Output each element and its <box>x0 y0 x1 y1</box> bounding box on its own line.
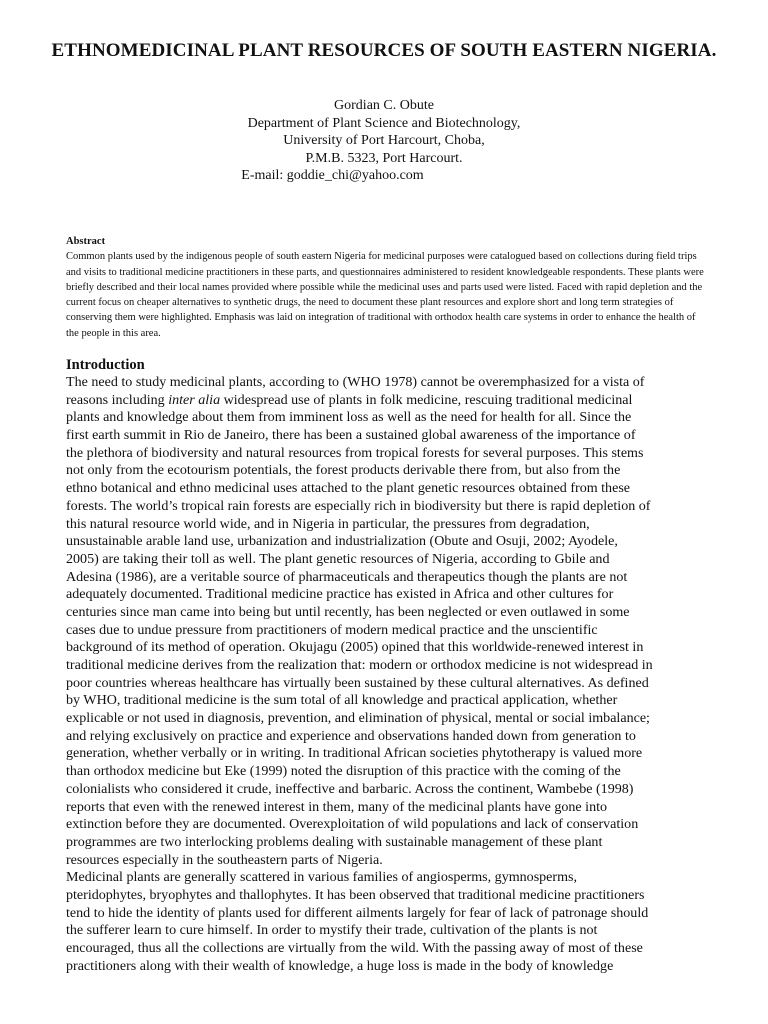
body-line: adequately documented. Traditional medicine practice has existed in Africa and other cultures for <box>66 586 614 603</box>
body-line: 2005) are taking their toll as well. The plant genetic resources of Nigeria, according to Gbile and <box>66 550 610 567</box>
body-line: centuries since man came into being but until recently, has been neglected or even outlawed in some <box>66 603 630 620</box>
body-line: than orthodox medicine but Eke (1999) noted the disruption of this practice with the coming of the <box>66 763 621 780</box>
body-line: and relying exclusively on practice and experience and observations handed down from generation to <box>66 727 636 744</box>
paper-title: ETHNOMEDICINAL PLANT RESOURCES OF SOUTH EASTERN NIGERIA. <box>51 40 717 61</box>
author-university: University of Port Harcourt, Choba, <box>283 133 485 148</box>
abstract-text: Common plants used by the indigenous people of south eastern Nigeria for medicinal purposes were catalogued based on collections during field trips and visits to traditional medicine practitioners in these parts, and questionnaires administered to resident knowledgeable respondents. These plants were briefly described and their local names provided where possible while the medicinal uses and parts used were listed. Faced with rapid depletion and the current focus on cheaper alternatives to synthetic drugs, the need to document these plant resources and explore short and long term strategies of conserving them were highlighted. Emphasis was laid on integration of traditional with orthodox health care systems in order to enhance the health of the people in this area. <box>66 251 704 339</box>
body-line: The need to study medicinal plants, according to (WHO 1978) cannot be overemphasized for a vista of <box>66 374 645 390</box>
body-line: generation, whether verbally or in writing. In traditional African societies phytotherapy is valued more <box>66 745 643 762</box>
body-line: Adesina (1986), are a veritable source of pharmaceuticals and therapeutics though the plants are not <box>66 568 628 585</box>
body-line: ethno botanical and ethno medicinal uses attached to the plant genetic resources obtained from these <box>66 480 631 497</box>
introduction-heading: Introduction <box>66 357 145 373</box>
body-line: explicable or not used in diagnosis, prevention, and elimination of physical, mental or social imbalance; <box>66 710 650 727</box>
body-line: this natural resource world wide, and in Nigeria in particular, the pressures from degradation, <box>66 515 590 532</box>
abstract-heading: Abstract <box>66 236 106 247</box>
body-line: tend to hide the identity of plants used for different ailments largely for fear of lack of patronage should <box>66 904 649 921</box>
body-line: background of its method of operation. Okujagu (2005) opined that this worldwide-renewed interest in <box>66 639 644 656</box>
body-line: not only from the ecotourism potentials, the forest products derivable there from, but also from the <box>66 462 621 479</box>
body-line: forests. The world’s tropical rain forests are especially rich in biodiversity but there is rapid depletion of <box>66 497 651 514</box>
body-line: pteridophytes, bryophytes and thallophytes. It has been observed that traditional medicine practitioners <box>66 886 645 903</box>
body-line: Medicinal plants are generally scattered in various families of angiosperms, gymnosperms, <box>66 869 578 886</box>
body-line: encouraged, thus all the collections are virtually from the wild. With the passing away of most of these <box>66 940 643 956</box>
body-line: programmes are two interlocking problems dealing with sustainable management of these plant <box>66 833 603 850</box>
body-line: plants and knowledge about them from imminent loss as well as the need for health for all. Since the <box>66 409 632 426</box>
body-line: reasons including inter alia widespread use of plants in folk medicine, rescuing traditional medicinal <box>66 391 633 408</box>
author-email: E-mail: goddie_chi@yahoo.com <box>241 168 424 183</box>
body-line: poor countries whereas healthcare has virtually been sustained by these cultural alternatives. As defined <box>66 674 649 691</box>
author-block <box>0 97 768 185</box>
body-line: the sufferer learn to cure himself. In order to mystify their trade, cultivation of the plants is not <box>66 922 598 939</box>
body-line: practitioners along with their wealth of knowledge, a huge loss is made in the body of knowledge <box>66 957 614 974</box>
abstract-section <box>66 234 706 341</box>
body-line: by WHO, traditional medicine is the sum total of all knowledge and practical application, whether <box>66 692 618 709</box>
author-address: P.M.B. 5323, Port Harcourt. <box>305 150 463 166</box>
body-line: first earth summit in Rio de Janeiro, there has been a sustained global awareness of the importance of <box>66 427 636 444</box>
body-line: unsustainable arable land use, urbanization and industrialization (Obute and Osuji, 2002; Ayodele, <box>66 533 618 550</box>
author-department: Department of Plant Science and Biotechnology, <box>247 115 521 131</box>
body-line: cases due to undue pressure from practitioners of modern medical practice and the unscientific <box>66 621 598 638</box>
body-line: colonialists who considered it crude, ineffective and barbaric. Across the continent, Wambebe (1998) <box>66 780 634 797</box>
body-line: traditional medicine derives from the realization that: modern or orthodox medicine is not widespread in <box>66 657 653 673</box>
body-line: the plethora of biodiversity and natural resources from tropical forests for several purposes. This stems <box>66 444 644 461</box>
body-line: reports that even with the renewed interest in them, many of the medicinal plants have gone into <box>66 798 608 815</box>
author-name: Gordian C. Obute <box>334 98 434 113</box>
body-line: resources especially in the southeastern parts of Nigeria. <box>66 851 383 868</box>
body-line: extinction before they are documented. Overexploitation of wild populations and lack of conservation <box>66 816 639 833</box>
introduction-body <box>66 374 706 975</box>
